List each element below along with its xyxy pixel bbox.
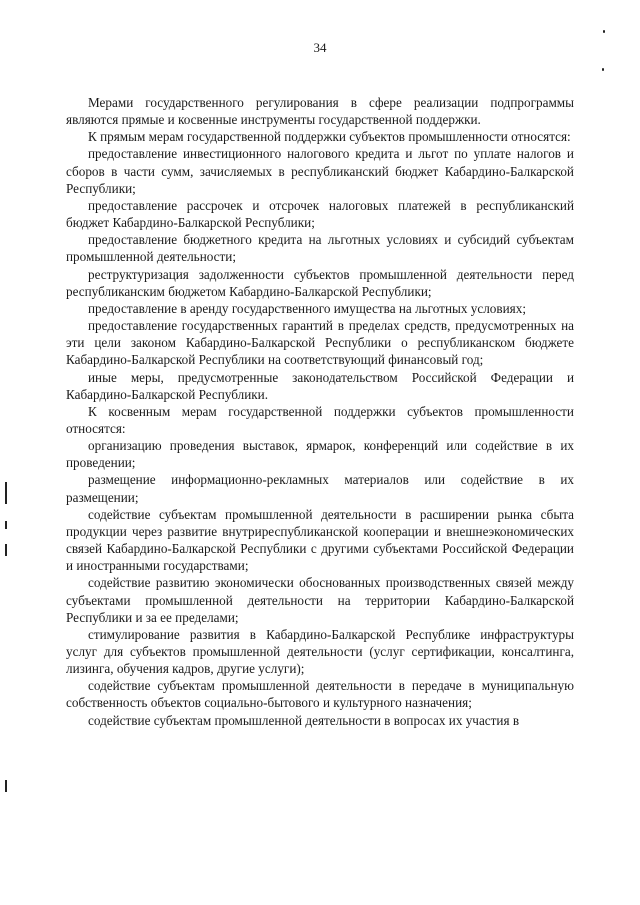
page-number: 34 <box>313 40 327 55</box>
list-item-production-links: содействие развитию экономически обоснованных производственных связей между субъектами промышленной деятельности на территории Кабардино-Балкарской Республики и за ее пределами; <box>66 575 574 625</box>
list-item-market-expansion: содействие субъектам промышленной деятельности в расширении рынка сбыта продукции через развитие внутриреспубликанской кооперации и внешнеэкономических связей Кабардино-Балкарской Республики с другими субъектами Российской Федерации и иностранными государствами; <box>66 506 574 574</box>
paragraph-direct-measures-intro: К прямым мерам государственной поддержки субъектов промышленности относятся: <box>88 129 571 145</box>
scan-edge-mark <box>5 780 7 792</box>
scan-edge-mark <box>5 482 7 504</box>
list-item-property-transfer: содействие субъектам промышленной деятельности в передаче в муниципальную собственность объектов социально-бытового и культурного назначения; <box>66 678 574 711</box>
list-item-state-guarantees: предоставление государственных гарантий в пределах средств, предусмотренных на эти цели законом Кабардино-Балкарской Республики о республиканском бюджете Кабардино-Балкарской Республики на соответствующий финансовый год; <box>66 318 574 368</box>
list-item-exhibitions: организацию проведения выставок, ярмарок, конференций или содействие в их проведении; <box>66 438 574 471</box>
list-item-other-measures: иные меры, предусмотренные законодательством Российской Федерации и Кабардино-Балкарской Республики. <box>66 369 574 402</box>
list-item-property-lease: предоставление в аренду государственного имущества на льготных условиях; <box>88 300 526 316</box>
scan-edge-mark <box>5 521 7 529</box>
list-item-tax-deferral: предоставление рассрочек и отсрочек налоговых платежей в республиканский бюджет Кабардино-Балкарской Республики; <box>66 197 574 231</box>
list-item-budget-credit: предоставление бюджетного кредита на льготных условиях и субсидий субъектам промышленной деятельности; <box>66 232 574 265</box>
list-item-infrastructure: стимулирование развития в Кабардино-Балкарской Республике инфраструктуры услуг для субъектов промышленной деятельности (услуг сертификации, консалтинга, лизинга, обучения кадров, другие услуги); <box>66 626 574 677</box>
document-body <box>66 94 574 729</box>
list-item-debt-restructuring: реструктуризация задолженности субъектов промышленной деятельности перед республиканским бюджетом Кабардино-Балкарской Республики; <box>66 266 574 299</box>
scan-speck <box>602 68 604 71</box>
paragraph-indirect-measures-intro: К косвенным мерам государственной поддержки субъектов промышленности относятся: <box>66 403 574 436</box>
list-item-tax-credit: предоставление инвестиционного налогового кредита и льгот по уплате налогов и сборов в части сумм, зачисляемых в республиканский бюджет Кабардино-Балкарской Республики; <box>66 146 574 196</box>
scan-speck <box>603 30 605 33</box>
list-item-advertising: размещение информационно-рекламных материалов или содействие в их размещении; <box>66 472 574 505</box>
list-item-participation: содействие субъектам промышленной деятельности в вопросах их участия в <box>88 712 520 728</box>
paragraph-regulation-measures: Мерами государственного регулирования в сфере реализации подпрограммы являются прямые и косвенные инструменты государственной поддержки. <box>66 95 574 128</box>
scan-edge-mark <box>5 544 7 556</box>
